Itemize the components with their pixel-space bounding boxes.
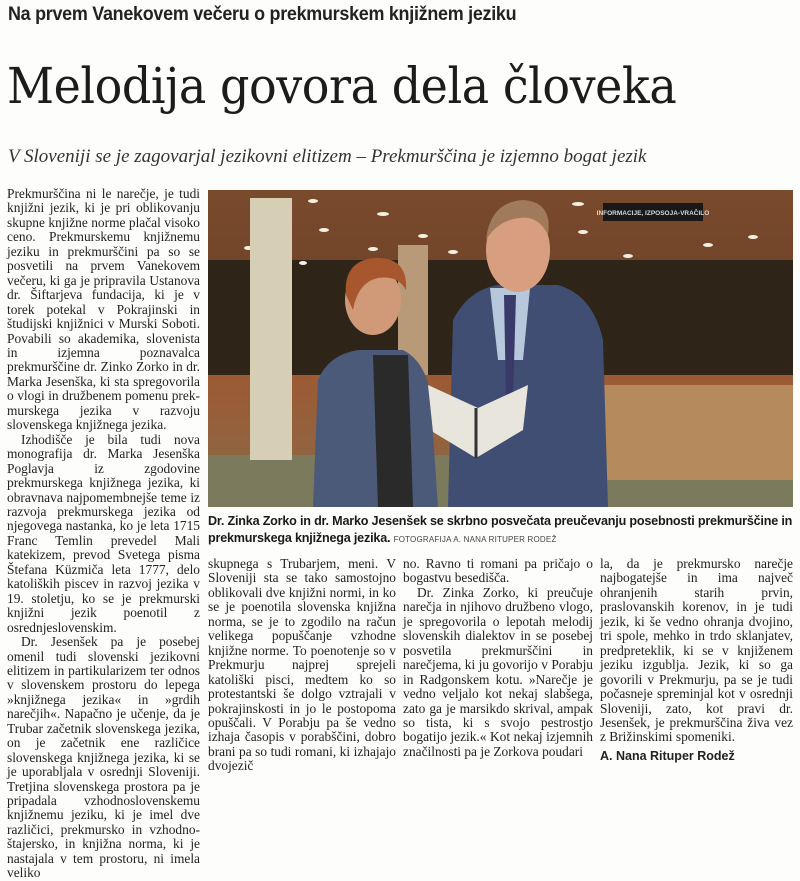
subhead: V Sloveniji se je zagovarjal jezikovni elitizem – Prekmurščina je izjemno bogat jezik: [8, 146, 647, 167]
photo-credit: FOTOGRAFIJA A. NANA RITUPER RODEŽ: [393, 535, 557, 544]
photo-illustration: [208, 190, 793, 507]
column-1: [7, 187, 200, 881]
paragraph: Dr. Zinka Zorko, ki preučuje narečja in njihovo družbeno vlogo, je spregovorila o lepotah melodij slovenskih dialektov in se posebej posvetila prekmurščini in narečjema, ki ju govorijo v Porabju in Radgonskem kotu. »Narečje je vedno veljalo kot nekaj slabšega, zato ga je marsikdo skrival, ampak so tista, ki s svojo pestrostjo bogatijo jezik.« Kot nekaj izjemnih značilnosti pa je Zorkova poudari: [403, 584, 593, 759]
column-3: [403, 557, 593, 759]
paragraph: Dr. Jesenšek pa je posebej omenil tudi slovenski jezikovni elitizem in partikularizem ter odnos v slovenskem prostoru do lepega »knjižnega jezika« in »grdih narečjih«. Napačno je učenje, da je Trubar začetnik slovenskega jezika, on je začetnik ene različice slovenskega knjižnega jezika, ki se je uporabljala v osrednji Sloveniji. Tretjina slovenskega prostora pa je pripadala vzhodnoslovenskemu knjižnemu jeziku, ki je imel dve različici, prekmursko in vzhodnoštajersko, in knjižna norma, ki je nastajala v tem prostoru, ni imela veliko: [7, 634, 200, 881]
column-2: [208, 557, 396, 774]
paragraph: no. Ravno ti romani pa pričajo o bogastvu besedišča.: [403, 556, 593, 586]
photo-caption: [208, 513, 793, 548]
paragraph: skupnega s Trubarjem, meni. V Sloveniji sta se tako samostojno oblikovali dve knjižni normi, in ko se je poenotila slovenska knjižna norma, se je to zgodilo na račun velikega popuščanje vzhodne knjižne norme. To poenotenje so v Prekmurju najprej sprejeli katoliški pisci, medtem ko so protestantski še dolgo vztrajali v pokrajinskosti in jo le postopoma opuščali. V Porabju pa še vedno izhaja časopis v porabščini, dobro brani pa so tudi romani, ki izhajajo dvojezič: [208, 556, 396, 774]
pillar: [250, 198, 292, 460]
headline: Melodija govora dela človeka: [7, 57, 677, 115]
man-suit: [448, 285, 608, 507]
paragraph: Izhodišče je bila tudi nova monografija dr. Marka Jesenška Poglavja iz zgodovine prekmurskega knjižnega jezika, ki obravnava najpomembnejše teme iz razvoja prekmurskega jezika od njegovega nastanka, ko je leta 1715 Franc Temlin prevedel Mali katekizem, prevod Svetega pisma Štefana Küzmiča leta 1777, delo katoliških piscev in razvoj jezika v 19. stoletju, ko se je prekmurski knjižni jezik poenotil z osrednjeslovenskim.: [7, 431, 200, 635]
paragraph: Prekmurščina ni le narečje, je tudi knjižni jezik, ki je pri oblikovanju skupne knjižne norme plačal visoko ceno. Prekmurskemu knjižnemu jeziku in prekmurščini pa so se posvetili na prvem Vanekovem večeru, ki ga je pripravila Ustanova dr. Šiftarjeva fundacija, ki je v torek potekal v Pokrajinski in študijski knjižnici v Murski Soboti. Povabili so akademika, slovenista in izjemna poznavalca prekmurščine dr. Zinko Zorko in dr. Marka Jesenška, ki sta spregovorila o vlogi in družbenem pomenu prekmurskega jezika v razvoju slovenskega knjižnega jezika.: [7, 186, 200, 433]
byline: A. Nana Rituper Rodež: [600, 748, 735, 763]
column-4: [600, 557, 793, 763]
kicker: Na prvem Vanekovem večeru o prekmurskem knjižnem jeziku: [8, 3, 517, 25]
caption-text: Dr. Zinka Zorko in dr. Marko Jesenšek se skrbno posvečata preučevanju posebnosti prekmurščine in prekmurskega knjižnega jezika.: [208, 514, 793, 545]
paragraph: la, da je prekmursko narečje najbogatejše in ima največ ohranjenih starih prvin, praslovanskih korenov, in je tudi jezik, ki še vedno ohranja dvojino, tri spole, mehko in trdo sklanjatev, predpreteklik, ki se v knjiženem jeziku izgublja. Jezik, ki so ga govorili v Prekmurju, pa se je tudi počasneje spreminjal kot v osrednji Sloveniji, zato, kot pravi dr. Jesenšek, je prekmurščina živa vez z Brižinskimi spomeniki.: [600, 556, 793, 745]
article-photo: [208, 190, 793, 507]
library-sign-text: INFORMACIJE, IZPOSOJA-VRAČILO: [596, 210, 710, 217]
